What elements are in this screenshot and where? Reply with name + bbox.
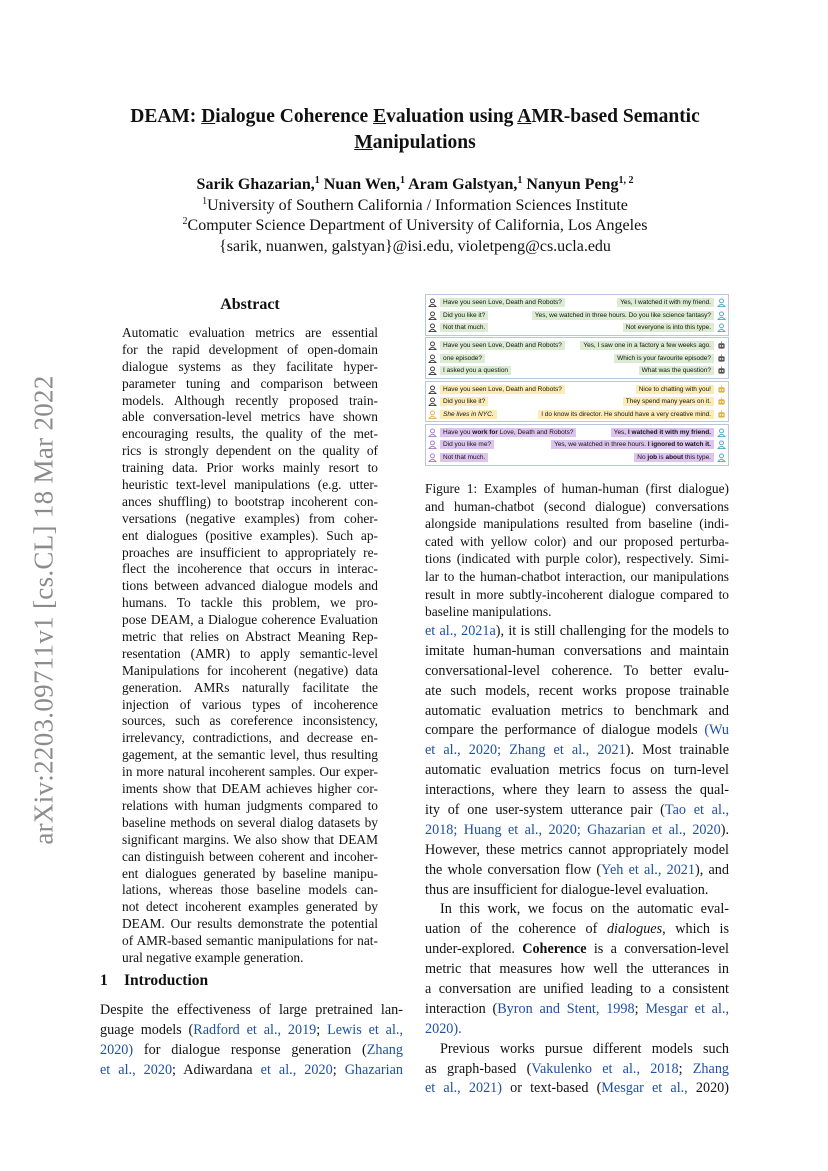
robot-icon — [717, 410, 726, 419]
text-line: Despite the effectiveness of large pretrained lan- — [100, 1002, 403, 1018]
dialogue-turn — [426, 309, 728, 322]
user-icon — [428, 440, 437, 449]
title-fragment: M — [354, 132, 373, 153]
dialogue-group — [425, 294, 729, 336]
dialogue-group — [425, 381, 729, 423]
affiliation-1: $^1$University of Southern California / Information Sciences Institute — [202, 195, 628, 214]
robot-icon — [717, 354, 726, 363]
left-utterance: Did you like it? — [440, 397, 488, 406]
author-names — [100, 175, 730, 196]
text-line: et al., 2021) or text-based (Mesgar et al., 2020) — [425, 1080, 729, 1097]
user-icon — [428, 323, 437, 332]
title-fragment: ialogue Coherence — [215, 106, 374, 127]
text-line: In this work, we focus on the automatic eval- — [440, 901, 729, 918]
user-icon — [428, 397, 437, 406]
right-utterance: Which is your favourite episode? — [614, 354, 714, 363]
abstract-heading: Abstract — [220, 296, 280, 313]
title-fragment: valuation using — [386, 106, 518, 127]
user-icon — [428, 311, 437, 320]
text-line: gagement, at the semantic level, thus resulting — [122, 747, 378, 763]
dialogue-turn — [426, 321, 728, 334]
text-line: tions (indicated with purple color), respectively. Simi- — [425, 551, 729, 567]
text-line: baseline methods on several dialog datasets by — [122, 814, 378, 830]
text-line: uation of the coherence of dialogues, which is — [425, 921, 729, 938]
title-fragment: E — [373, 106, 387, 127]
text-line: baseline manipulations. — [425, 604, 552, 620]
user-icon — [717, 453, 726, 462]
text-line: automatic evaluation metrics focus on turn-level — [425, 762, 729, 779]
user-icon — [717, 428, 726, 437]
text-line: et al., 2020; Zhang et al., 2021). Most trainable — [425, 742, 729, 759]
dialogue-turn — [426, 339, 728, 352]
text-line: iments show that DEAM achieves higher cor- — [122, 781, 378, 797]
text-line: et al., 2020; Adiwardana et al., 2020; Ghazarian — [100, 1061, 403, 1078]
text-line: and human-chatbot (second dialogue) conversations — [425, 498, 729, 514]
text-line: not detect incoherent examples generated by — [122, 899, 378, 915]
text-line: encouraging results, the quality of the met- — [122, 426, 378, 442]
right-utterance: Not everyone is into this type. — [623, 323, 714, 332]
author-name: Aram Galstyan,$^1$ — [404, 175, 523, 193]
robot-icon — [717, 397, 726, 406]
text-line: interactions, where they learn to assess the qual- — [425, 782, 729, 799]
title-fragment: A — [517, 106, 532, 127]
user-icon — [428, 428, 437, 437]
user-icon — [717, 298, 726, 307]
text-line: parameter tuning and comparison between — [122, 375, 378, 391]
intro-paragraph — [100, 1001, 403, 1081]
text-line: interaction (Byron and Stent, 1998; Mesgar et al., — [425, 1000, 729, 1017]
user-icon — [717, 440, 726, 449]
text-line: conversational-level coherence. To better evalu- — [425, 662, 729, 679]
dialogue-turn — [426, 395, 728, 408]
text-line: dialogue systems as they facilitate hyper- — [122, 358, 378, 374]
text-line: generation. AMRs naturally facilitate the — [122, 679, 378, 695]
right-utterance: Yes, we watched in three hours. I ignored to watch it. — [551, 440, 714, 449]
text-line: injection of various types of incoherence — [122, 696, 378, 712]
text-line: However, these metrics cannot appropriately model — [425, 841, 729, 858]
text-line: versations (negative examples) from coher- — [122, 510, 378, 526]
text-line: 2020) for dialogue response generation (Zhang — [100, 1041, 403, 1058]
text-line: ances shuffling) to bootstrap incoherent con- — [122, 493, 378, 509]
author-block — [100, 175, 730, 257]
left-utterance: Have you seen Love, Death and Robots? — [440, 341, 565, 350]
right-utterance: They spend many years on it. — [623, 397, 714, 406]
left-utterance: Have you work for Love, Death and Robots? — [440, 428, 576, 437]
text-line: significant margins. We also show that DEAM — [122, 831, 378, 847]
user-icon — [428, 354, 437, 363]
text-line: under-explored. Coherence is a conversation-level — [425, 941, 729, 958]
figure-1 — [425, 294, 729, 466]
left-utterance: Did you like it? — [440, 311, 488, 320]
user-icon — [428, 410, 437, 419]
dialogue-group — [425, 337, 729, 379]
author-name: Nuan Wen,$^1$ — [319, 175, 405, 193]
left-utterance: She lives in NYC. — [440, 410, 497, 419]
dialogue-turn — [426, 426, 728, 439]
text-line: automatic evaluation metrics to benchmark and — [425, 702, 729, 719]
text-line: in more natural incoherent samples. Our exper- — [122, 764, 378, 780]
title-line-1 — [100, 104, 730, 130]
text-line: pose DEAM, a Dialogue coherence Evaluation — [122, 612, 378, 628]
figure-caption — [425, 480, 729, 621]
right-utterance: Yes, I saw one in a factory a few weeks ago. — [580, 341, 714, 350]
text-line: tions between advanced dialogue models and — [122, 578, 378, 594]
author-emails: {sarik, nuanwen, galstyan}@isi.edu, violetpeng@cs.ucla.edu — [219, 237, 611, 255]
text-line: Previous works pursue different models such — [440, 1040, 729, 1057]
robot-icon — [717, 341, 726, 350]
title-fragment: MR-based Semantic — [531, 106, 700, 127]
text-line: alongside manipulations resulted from baseline (indi- — [425, 516, 729, 532]
text-line: proaches are insufficient to appropriately re- — [122, 544, 378, 560]
text-line: can distinguish between coherent and incoher- — [122, 848, 378, 864]
dialogue-group — [425, 424, 729, 466]
left-utterance: one episode? — [440, 354, 485, 363]
text-line: relations with human judgments compared to — [122, 797, 378, 813]
text-line: compare the performance of dialogue models (Wu — [425, 722, 729, 739]
text-line: Manipulations for incoherent (negative) data — [122, 662, 378, 678]
title-fragment: anipulations — [372, 132, 476, 153]
text-line: resentation (AMR) to apply semantic-level — [122, 645, 378, 661]
left-utterance: Not that much. — [440, 323, 488, 332]
text-line: guage models (Radford et al., 2019; Lewis et al., — [100, 1021, 403, 1038]
author-name: Nanyun Peng$^{1, 2}$ — [522, 175, 634, 193]
affiliation-2: $^2$Computer Science Department of University of California, Los Angeles — [182, 216, 648, 234]
left-utterance: I asked you a question — [440, 366, 511, 375]
text-line: flect the incoherence that occurs in interac- — [122, 561, 378, 577]
user-icon — [717, 323, 726, 332]
right-utterance: Yes, we watched in three hours. Do you like science fantasy? — [532, 311, 714, 320]
right-utterance: I do know its director. He should have a very creative mind. — [538, 410, 714, 419]
right-column-text — [425, 622, 729, 1099]
text-line: et al., 2021a), it is still challenging for the models to — [425, 623, 729, 639]
text-line: irrelevancy, contradictions, and decrease en- — [122, 730, 378, 746]
text-line: Automatic evaluation metrics are essential — [122, 325, 378, 340]
robot-icon — [717, 385, 726, 394]
user-icon — [428, 366, 437, 375]
title-fragment: D — [201, 106, 216, 127]
text-line: imitate human-human conversations and maintain — [425, 642, 729, 659]
text-line: sources, such as coreference inconsistency, — [122, 713, 378, 729]
text-line: ity of one user-system utterance pair (Tao et al., — [425, 802, 729, 819]
text-line: lar to the human-chatbot interaction, our manipulations — [425, 568, 729, 584]
right-utterance: Yes, I watched it with my friend. — [617, 298, 714, 307]
dialogue-turn — [426, 296, 728, 309]
section-heading: 1 Introduction — [100, 972, 209, 989]
text-line: metric that relies on Abstract Meaning Rep- — [122, 629, 378, 645]
text-line: as graph-based (Vakulenko et al., 2018; Zhang — [425, 1060, 729, 1077]
text-line: result in more subtly-incoherent dialogue compared to — [425, 586, 729, 602]
user-icon — [428, 341, 437, 350]
text-line: 2018; Huang et al., 2020; Ghazarian et al., 2020). — [425, 821, 729, 838]
text-line: lations, whereas those baseline models can- — [122, 882, 378, 898]
right-utterance: No job is about this type. — [634, 453, 714, 462]
right-utterance: Yes, I watched it with my friend. — [611, 428, 714, 437]
text-line: DEAM. Our results demonstrate the potential — [122, 916, 378, 932]
text-line: humans. To tackle this problem, we pro- — [122, 595, 378, 611]
text-line: ural negative example generation. — [122, 949, 304, 965]
user-icon — [428, 298, 437, 307]
text-line: models. Although recently proposed train- — [122, 392, 378, 408]
user-icon — [428, 453, 437, 462]
text-line: thus are insufficient for dialogue-level evaluation. — [425, 881, 709, 898]
text-line: Figure 1: Examples of human-human (first dialogue) — [425, 481, 729, 496]
text-line: training data. Prior works mainly resort to — [122, 460, 378, 476]
left-utterance: Have you seen Love, Death and Robots? — [440, 298, 565, 307]
text-line: ent dialogues (positive examples). Such ap- — [122, 527, 378, 543]
dialogue-turn — [426, 451, 728, 464]
text-line: heuristic text-level manipulations (e.g. utter- — [122, 477, 378, 493]
abstract-body — [122, 325, 378, 967]
dialogue-turn — [426, 408, 728, 421]
text-line: ent dialogues generated by baseline manipu- — [122, 865, 378, 881]
author-name: Sarik Ghazarian,$^1$ — [196, 175, 320, 193]
user-icon — [428, 385, 437, 394]
text-line: metric that measures how well the utterances in — [425, 961, 729, 978]
text-line: a conversation are unified leading to a consistent — [425, 981, 729, 998]
robot-icon — [717, 366, 726, 375]
left-utterance: Not that much. — [440, 453, 488, 462]
paper-title — [100, 104, 730, 156]
dialogue-turn — [426, 364, 728, 377]
text-line: ate such models, recent works propose trainable — [425, 682, 729, 699]
title-line-2 — [100, 130, 730, 156]
text-line: the whole conversation flow (Yeh et al., 2021), and — [425, 861, 729, 878]
title-fragment: DEAM: — [130, 106, 202, 127]
right-utterance: What was the question? — [639, 366, 714, 375]
user-icon — [717, 311, 726, 320]
text-line: cated with yellow color) and our proposed perturba- — [425, 533, 729, 549]
right-utterance: Nice to chatting with you! — [636, 385, 714, 394]
left-utterance: Did you like me? — [440, 440, 494, 449]
text-line: for the rapid development of open-domain — [122, 341, 378, 357]
text-line: able conversation-level metrics have shown — [122, 409, 378, 425]
text-line: of AMR-based semantic manipulations for nat- — [122, 933, 378, 949]
dialogue-turn — [426, 438, 728, 451]
text-line: 2020). — [425, 1020, 462, 1037]
arxiv-stamp: arXiv:2203.09711v1 [cs.CL] 18 Mar 2022 — [28, 375, 59, 845]
left-utterance: Have you seen Love, Death and Robots? — [440, 385, 565, 394]
dialogue-turn — [426, 352, 728, 365]
dialogue-turn — [426, 383, 728, 396]
text-line: rics is strongly dependent on the quality of — [122, 443, 378, 459]
